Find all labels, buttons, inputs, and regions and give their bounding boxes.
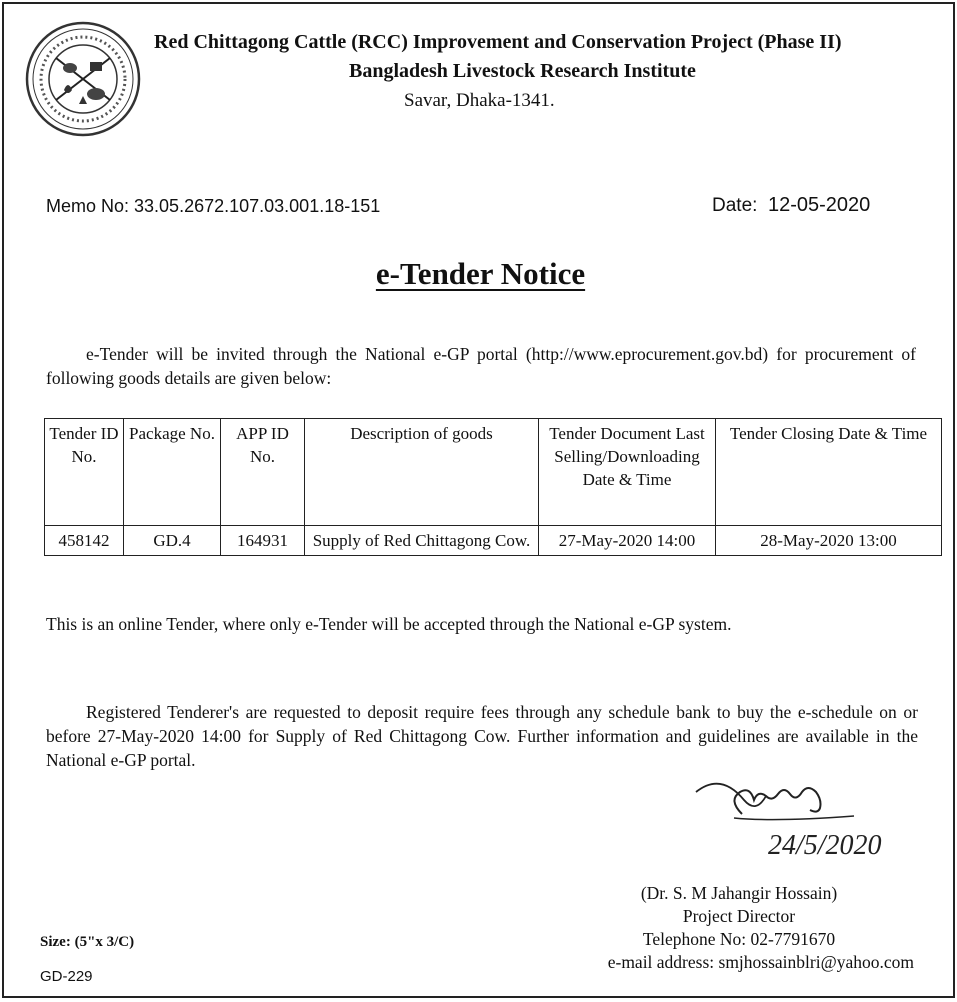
signatory-telephone: Telephone No: 02-7791670 (642, 929, 836, 949)
memo-number: Memo No: 33.05.2672.107.03.001.18-151 (46, 196, 381, 216)
header-last-selling: Tender Document Last Selling/Downloading Date & Time (539, 419, 716, 526)
header-closing: Tender Closing Date & Time (716, 419, 942, 526)
notice-title-text: e-Tender Notice (375, 256, 586, 291)
cell-package: GD.4 (124, 526, 221, 556)
notice-title (4, 256, 957, 292)
institute-seal-logo (24, 20, 142, 138)
gd-code: GD-229 (40, 968, 93, 985)
header-package: Package No. (124, 419, 221, 526)
cell-description: Supply of Red Chittagong Cow. (305, 526, 539, 556)
header-app-id: APP ID No. (221, 419, 305, 526)
header-tender-id: Tender ID No. (45, 419, 124, 526)
cell-last-selling: 27-May-2020 14:00 (539, 526, 716, 556)
handwritten-signature (694, 774, 914, 874)
signatory-email: e-mail address: smjhossainblri@yahoo.com (607, 952, 914, 972)
advert-size: Size: (5"x 3/C) (40, 934, 135, 950)
signatory-block (544, 882, 914, 974)
table-row (45, 526, 942, 556)
registration-paragraph: Registered Tenderer's are requested to deposit require fees through any schedule bank to buy the e-schedule on or before 27-May-2020 14:00 for Supply of Red Chittagong Cow. Further information and guidelines are available in the National e-GP portal. (46, 702, 918, 770)
signatory-designation: Project Director (682, 906, 796, 926)
signature-date: 24/5/2020 (768, 830, 882, 861)
cell-app-id: 164931 (221, 526, 305, 556)
notice-page (2, 2, 955, 998)
intro-paragraph: e-Tender will be invited through the National e-GP portal (http://www.eprocurement.gov.bd) for procurement of following goods details are given below: (46, 344, 916, 388)
institute-name: Bangladesh Livestock Research Institute (349, 60, 696, 82)
online-tender-note: This is an online Tender, where only e-Tender will be accepted through the National e-GP system. (46, 614, 732, 634)
institute-address: Savar, Dhaka-1341. (404, 90, 555, 111)
signatory-name: (Dr. S. M Jahangir Hossain) (640, 883, 838, 903)
table-header-row (45, 419, 942, 526)
date-value: 12-05-2020 (767, 194, 871, 216)
memo-date (712, 194, 870, 217)
tender-table (44, 418, 942, 556)
cell-closing: 28-May-2020 13:00 (716, 526, 942, 556)
cell-tender-id: 458142 (45, 526, 124, 556)
header-description: Description of goods (305, 419, 539, 526)
project-title: Red Chittagong Cattle (RCC) Improvement and Conservation Project (Phase II) (154, 31, 842, 53)
date-label: Date: (712, 195, 758, 216)
